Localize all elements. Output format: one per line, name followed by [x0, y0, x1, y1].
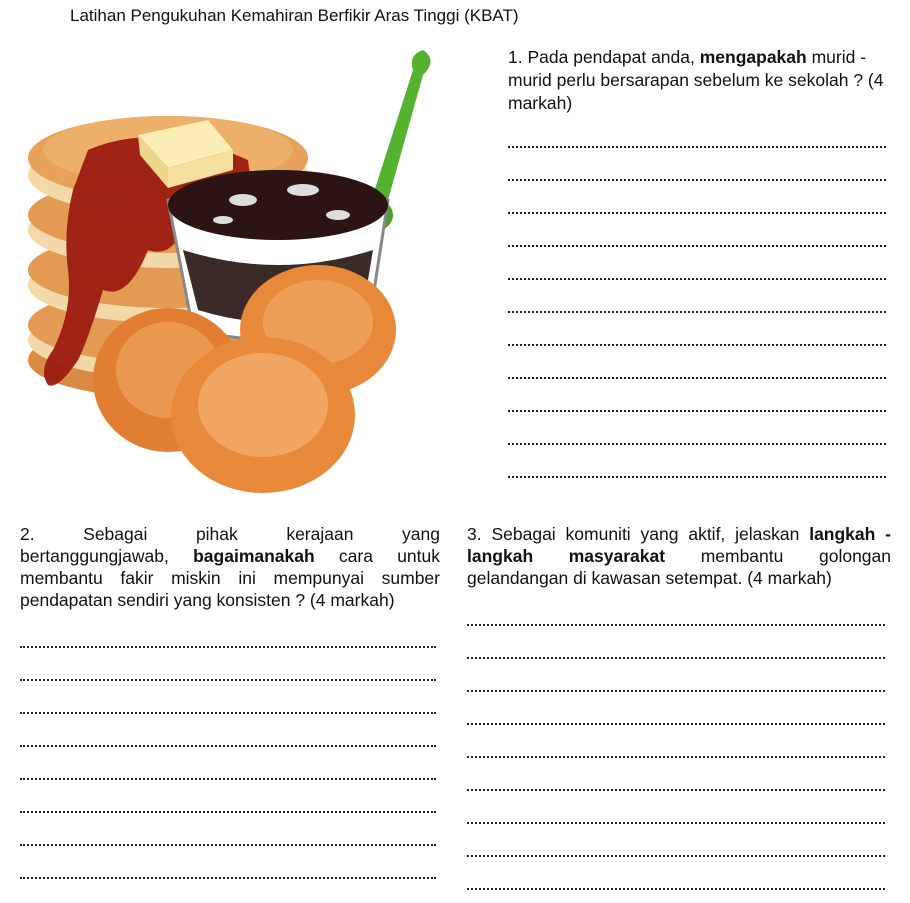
answer-line[interactable] [467, 624, 885, 626]
q2-number: 2. [20, 524, 35, 544]
answer-line[interactable] [20, 844, 436, 846]
answer-line[interactable] [508, 476, 886, 478]
q1-text-b: murid - murid perlu bersarapan sebelum ke sekolah ? (4 markah) [508, 47, 884, 113]
answer-line[interactable] [20, 679, 436, 681]
question-2 [20, 523, 440, 611]
q3-number: 3. [467, 524, 482, 544]
answer-line[interactable] [467, 723, 885, 725]
page-title: Latihan Pengukuhan Kemahiran Berfikir Aras Tinggi (KBAT) [70, 6, 519, 25]
answer-line[interactable] [508, 146, 886, 148]
question-3 [467, 523, 891, 589]
answer-line[interactable] [467, 789, 885, 791]
answer-line[interactable] [467, 690, 885, 692]
q1-number: 1. [508, 47, 523, 67]
answer-line[interactable] [467, 822, 885, 824]
q2-text-a: bertanggungjawab, [20, 546, 194, 566]
q2-word: yang [402, 524, 440, 544]
answer-line[interactable] [467, 888, 885, 890]
answer-line[interactable] [508, 311, 886, 313]
q2-text-b: cara untuk membantu fakir miskin ini mempunyai sumber pendapatan sendiri yang konsisten ? (4 markah) [20, 546, 441, 610]
q2-word: Sebagai [83, 524, 148, 544]
q1-bold: mengapakah [699, 47, 807, 67]
answer-line[interactable] [508, 410, 886, 412]
q3-bold: langkah - langkah masyarakat [467, 524, 892, 566]
q1-text-a: Pada pendapat anda, [527, 47, 700, 67]
q2-first-line [20, 523, 440, 545]
answer-line[interactable] [467, 855, 885, 857]
answer-line[interactable] [508, 245, 886, 247]
answer-line[interactable] [467, 756, 885, 758]
answer-line[interactable] [508, 377, 886, 379]
question-1 [508, 46, 892, 115]
answer-line[interactable] [508, 278, 886, 280]
answer-line[interactable] [508, 443, 886, 445]
answer-line[interactable] [20, 646, 436, 648]
q2-word: pihak [195, 524, 238, 544]
answer-line[interactable] [508, 344, 886, 346]
answer-line[interactable] [20, 712, 436, 714]
answer-line[interactable] [20, 877, 436, 879]
q3-text-a: Sebagai komuniti yang aktif, jelaskan [491, 524, 810, 544]
q2-word: kerajaan [286, 524, 354, 544]
breakfast-illustration-icon [18, 40, 438, 500]
answer-line[interactable] [508, 212, 886, 214]
answer-line[interactable] [508, 179, 886, 181]
answer-line[interactable] [20, 778, 436, 780]
answer-line[interactable] [20, 811, 436, 813]
answer-line[interactable] [20, 745, 436, 747]
answer-line[interactable] [467, 657, 885, 659]
q3-text-b: membantu golongan gelandangan di kawasan setempat. (4 markah) [467, 546, 891, 588]
q2-bold: bagaimanakah [193, 546, 315, 566]
